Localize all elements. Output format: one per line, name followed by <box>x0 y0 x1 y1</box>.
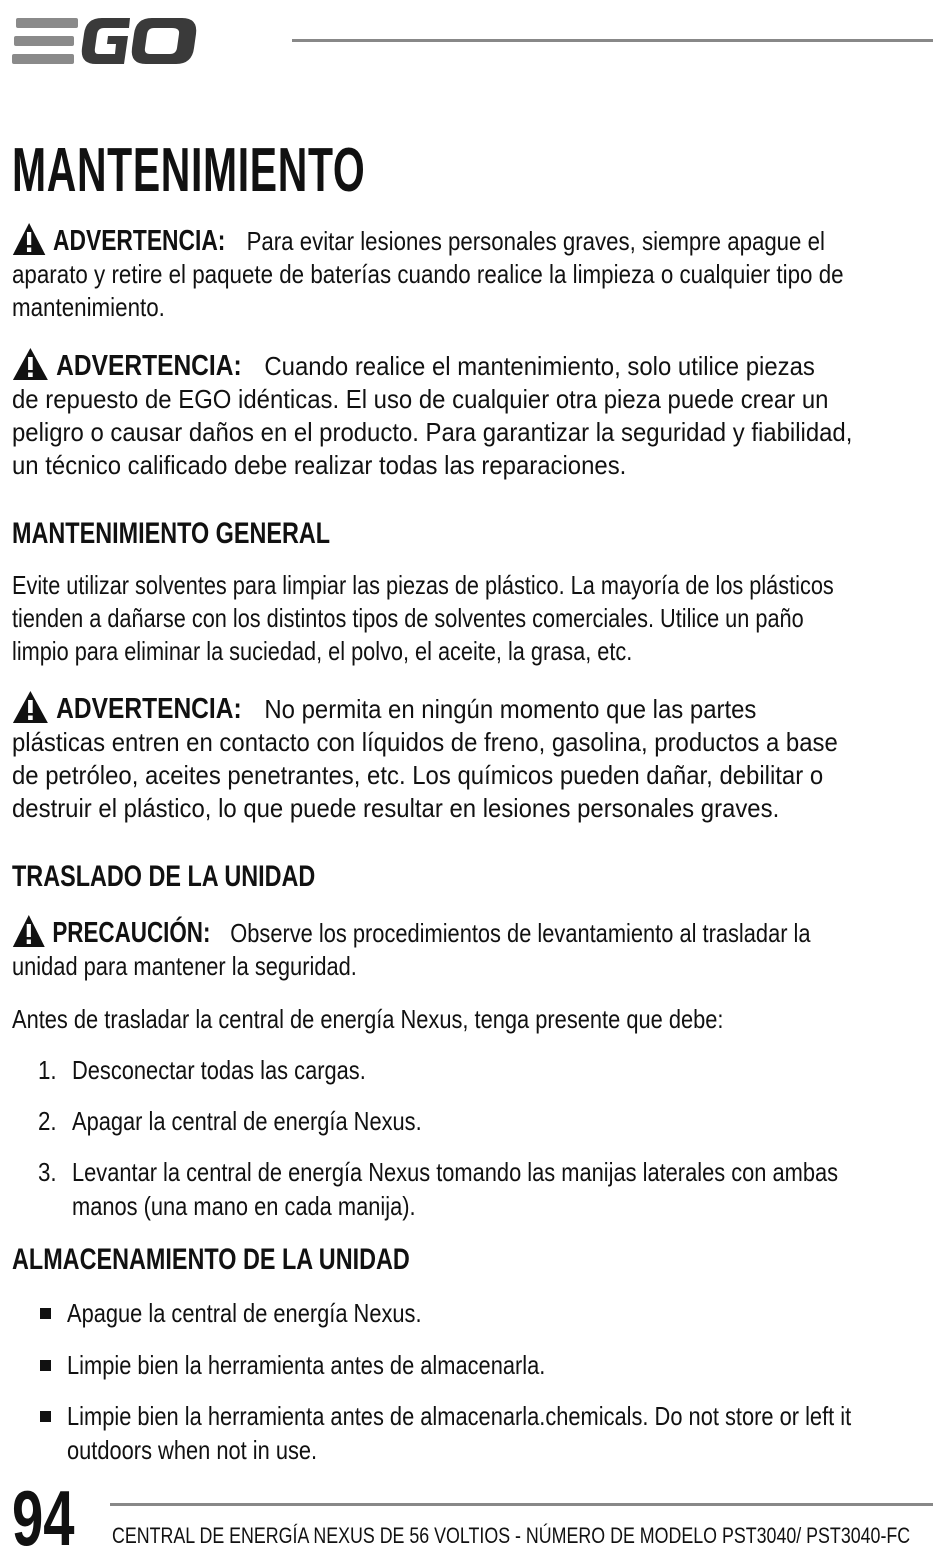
warning-text: aparato y retire el paquete de baterías cuando realice la limpieza o cualquier tipo de <box>12 259 844 289</box>
warning-text: destruir el plástico, lo que puede resultar en lesiones personales graves. <box>12 793 780 823</box>
step-text: Levantar la central de energía Nexus tomando las manijas laterales con ambas <box>72 1157 839 1187</box>
page-title: MANTENIMIENTO <box>12 136 366 205</box>
general-paragraph <box>12 569 934 668</box>
step-text: manos (una mano en cada manija). <box>72 1191 416 1221</box>
paragraph-line: Evite utilizar solventes para limpiar las piezas de plástico. La mayoría de los plásticos <box>12 570 834 600</box>
step-text: Desconectar todas las cargas. <box>72 1055 366 1085</box>
paragraph-line: Antes de trasladar la central de energía Nexus, tenga presente que debe: <box>12 1004 724 1034</box>
step-text: Apagar la central de energía Nexus. <box>72 1106 422 1136</box>
warning-triangle-icon <box>12 222 46 256</box>
storage-item: Limpie bien la herramienta antes de almacenarla. <box>67 1350 546 1380</box>
paragraph-line: tienden a dañarse con los distintos tipos de solventes comerciales. Utilice un paño <box>12 603 804 633</box>
warning-triangle-icon <box>12 347 49 381</box>
transport-intro <box>12 1003 934 1036</box>
section-heading-storage: ALMACENAMIENTO DE LA UNIDAD <box>12 1243 410 1276</box>
paragraph-line: limpio para eliminar la suciedad, el polvo, el aceite, la grasa, etc. <box>12 636 633 666</box>
warning-text: No permita en ningún momento que las partes <box>264 694 757 724</box>
storage-item: Limpie bien la herramienta antes de almacenarla.chemicals. Do not store or left it <box>67 1401 852 1431</box>
warning-label: ADVERTENCIA: <box>56 693 242 725</box>
warning-triangle-icon <box>12 914 46 948</box>
caution-text: Observe los procedimientos de levantamiento al trasladar la <box>230 918 811 948</box>
page-number: 94 <box>12 1474 75 1562</box>
bullet-icon <box>40 1411 51 1422</box>
section-heading-general: MANTENIMIENTO GENERAL <box>12 517 331 550</box>
header-rule <box>292 39 933 42</box>
warning-text: un técnico calificado debe realizar todas las reparaciones. <box>12 450 627 480</box>
bullet-icon <box>40 1308 51 1319</box>
storage-item: outdoors when not in use. <box>67 1435 318 1465</box>
warning-text: de petróleo, aceites penetrantes, etc. Los químicos pueden dañar, debilitar o <box>12 760 824 790</box>
caution-block <box>12 914 934 983</box>
warning-text: Para evitar lesiones personales graves, siempre apague el <box>246 226 825 256</box>
footer-rule <box>110 1503 933 1506</box>
section-heading-transport: TRASLADO DE LA UNIDAD <box>12 860 316 893</box>
caution-text: unidad para mantener la seguridad. <box>12 951 357 981</box>
warning-block-3 <box>12 690 934 825</box>
warning-label: ADVERTENCIA: <box>53 225 226 257</box>
storage-item: Apague la central de energía Nexus. <box>67 1298 422 1328</box>
step-number: 2. <box>38 1106 57 1136</box>
warning-block-1 <box>12 222 934 324</box>
caution-label: PRECAUCIÓN: <box>52 917 211 949</box>
warning-text: plásticas entren en contacto con líquidos de freno, gasolina, productos a base <box>12 727 838 757</box>
warning-text: mantenimiento. <box>12 292 165 322</box>
step-number: 3. <box>38 1157 57 1187</box>
warning-text: peligro o causar daños en el producto. Para garantizar la seguridad y fiabilidad, <box>12 417 853 447</box>
warning-text: Cuando realice el mantenimiento, solo utilice piezas <box>264 351 815 381</box>
ego-logo <box>12 10 272 70</box>
footer-text: CENTRAL DE ENERGÍA NEXUS DE 56 VOLTIOS - NÚMERO DE MODELO PST3040/ PST3040-FC <box>112 1523 911 1548</box>
warning-label: ADVERTENCIA: <box>56 350 242 382</box>
warning-block-2 <box>12 347 934 482</box>
warning-triangle-icon <box>12 690 49 724</box>
warning-text: de repuesto de EGO idénticas. El uso de cualquier otra pieza puede crear un <box>12 384 829 414</box>
step-number: 1. <box>38 1055 57 1085</box>
bullet-icon <box>40 1360 51 1371</box>
